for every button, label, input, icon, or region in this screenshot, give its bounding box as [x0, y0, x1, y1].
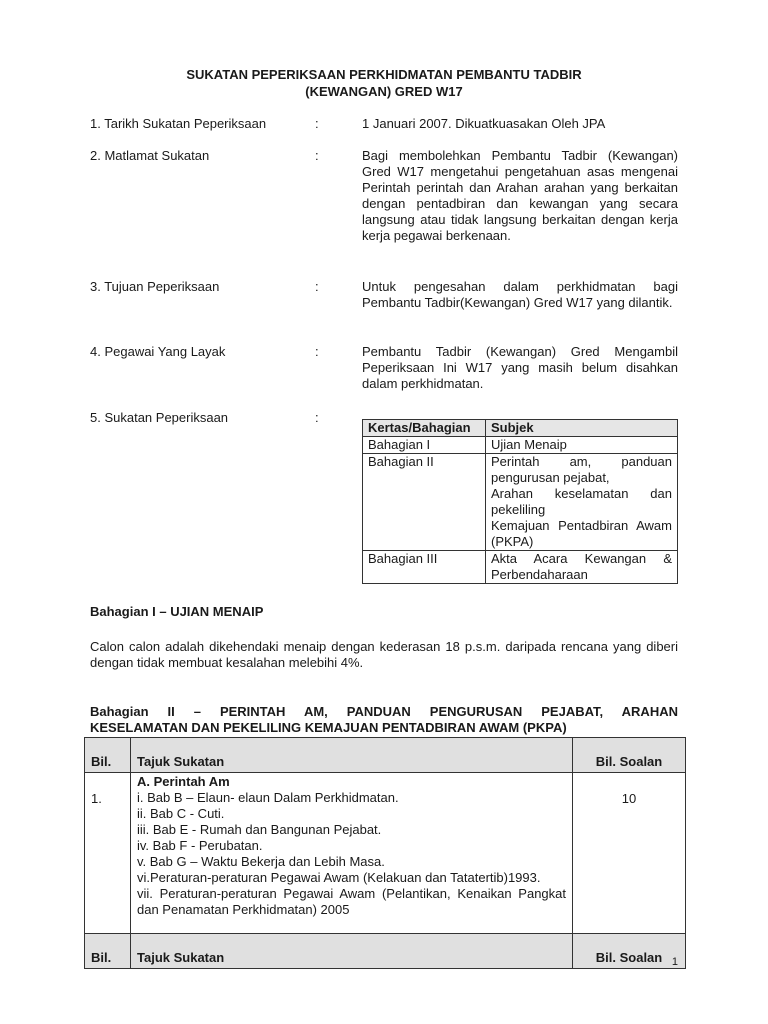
subject-line: Perintah am, panduan pengurusan pejabat,	[491, 454, 672, 485]
table-header-row	[85, 738, 686, 773]
table-header-row	[85, 934, 686, 969]
info-label: 3. Tujuan Peperiksaan	[90, 279, 220, 294]
list-item: v. Bab G – Waktu Bekerja dan Lebih Masa.	[137, 854, 385, 869]
header-subjek: Subjek	[486, 420, 678, 437]
list-item: iii. Bab E - Rumah dan Bangunan Pejabat.	[137, 822, 382, 837]
info-colon: :	[315, 344, 319, 359]
cell-part: Bahagian III	[363, 551, 486, 584]
info-label: 2. Matlamat Sukatan	[90, 148, 210, 163]
header-soalan: Bil. Soalan	[573, 738, 686, 773]
list-item: iv. Bab F - Perubatan.	[137, 838, 263, 853]
info-value: Bagi membolehkan Pembantu Tadbir (Kewangan) Gred W17 mengetahui pengetahuan asas mengenai Perintah perintah dan Arahan arahan yang berkaitan dengan pentadbiran dan kewangan yang secara langsung atau tidak langsung berkaitan dengan kerja kerja pegawai berkenaan.	[362, 148, 678, 243]
cell-subject: Akta Acara Kewangan & Perbendaharaan	[486, 551, 678, 584]
table-row	[363, 551, 678, 584]
list-item: ii. Bab C - Cuti.	[137, 806, 225, 821]
subject-line: Kemajuan Pentadbiran Awam (PKPA)	[491, 518, 672, 549]
cell-bil: 1.	[85, 773, 131, 934]
header-soalan: Bil. Soalan	[573, 934, 686, 969]
cell-subject: Ujian Menaip	[486, 437, 678, 454]
table-row	[363, 454, 678, 551]
header-bil: Bil.	[85, 738, 131, 773]
title-line-1: SUKATAN PEPERIKSAAN PERKHIDMATAN PEMBANTU TADBIR	[186, 67, 582, 82]
info-value: Untuk pengesahan dalam perkhidmatan bagi Pembantu Tadbir(Kewangan) Gred W17 yang dilantik.	[362, 279, 678, 310]
list-item: vii. Peraturan-peraturan Pegawai Awam (Pelantikan, Kenaikan Pangkat dan Penamatan Perkhidmatan) 2005	[137, 886, 566, 917]
subject-line: Arahan keselamatan dan pekeliling	[491, 486, 672, 517]
info-colon: :	[315, 116, 319, 131]
cell-part: Bahagian I	[363, 437, 486, 454]
section1-heading: Bahagian I – UJIAN MENAIP	[90, 604, 264, 619]
title-line-2: (KEWANGAN) GRED W17	[305, 84, 463, 99]
syllabus-table	[84, 737, 686, 969]
header-tajuk: Tajuk Sukatan	[131, 934, 573, 969]
list-item: vi.Peraturan-peraturan Pegawai Awam (Kelakuan dan Tatatertib)1993.	[137, 870, 541, 885]
cell-part: Bahagian II	[363, 454, 486, 551]
section2-heading-line2: KESELAMATAN DAN PEKELILING KEMAJUAN PENTADBIRAN AWAM (PKPA)	[90, 720, 567, 735]
info-label: 4. Pegawai Yang Layak	[90, 344, 226, 359]
table-header-row	[363, 420, 678, 437]
info-colon: :	[315, 279, 319, 294]
info-colon: :	[315, 148, 319, 163]
info-colon: :	[315, 410, 319, 425]
spacer	[137, 918, 566, 932]
cell-soalan: 10	[573, 773, 686, 934]
header-kertas: Kertas/Bahagian	[363, 420, 486, 437]
info-value: 1 Januari 2007. Dikuatkuasakan Oleh JPA	[362, 116, 606, 131]
page-number: 1	[671, 956, 678, 968]
document-title	[90, 66, 678, 100]
section1-text: Calon calon adalah dikehendaki menaip dengan kederasan 18 p.s.m. daripada rencana yang diberi dengan tidak membuat kesalahan melebihi 4%.	[90, 639, 678, 670]
section2-heading-line1: Bahagian II – PERINTAH AM, PANDUAN PENGURUSAN PEJABAT, ARAHAN	[90, 704, 678, 719]
cell-tajuk	[131, 773, 573, 934]
cell-subject	[486, 454, 678, 551]
header-tajuk: Tajuk Sukatan	[131, 738, 573, 773]
info-label: 1. Tarikh Sukatan Peperiksaan	[90, 116, 267, 131]
list-item: i. Bab B – Elaun- elaun Dalam Perkhidmatan.	[137, 790, 399, 805]
info-label: 5. Sukatan Peperiksaan	[90, 410, 229, 425]
table-row	[363, 437, 678, 454]
subject-table	[362, 419, 678, 584]
info-value: Pembantu Tadbir (Kewangan) Gred Mengambil Peperiksaan Ini W17 yang masih belum disahkan dalam perkhidmatan.	[362, 344, 678, 391]
table-row	[85, 773, 686, 934]
header-bil: Bil.	[85, 934, 131, 969]
section-title: A. Perintah Am	[137, 774, 230, 789]
